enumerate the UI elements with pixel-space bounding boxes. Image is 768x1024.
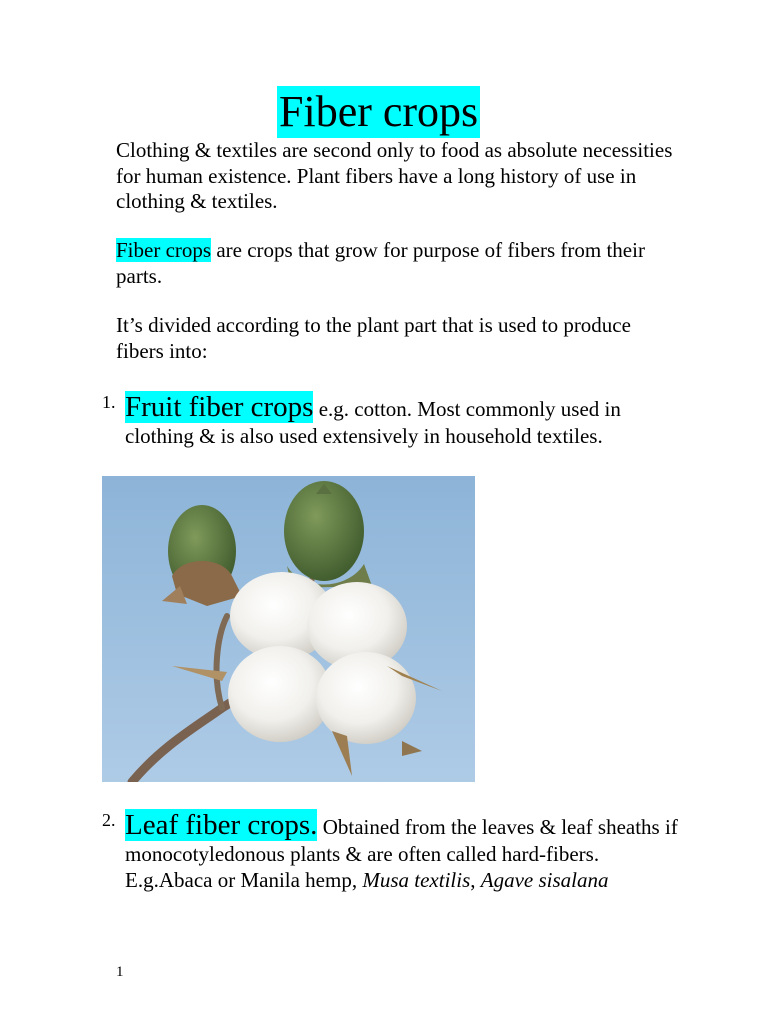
- page-title: Fiber crops: [279, 87, 479, 136]
- page-number: 1: [116, 964, 124, 980]
- list-item: [102, 390, 682, 450]
- fruit-fiber-heading: Fruit fiber crops: [125, 391, 314, 423]
- leaf-fiber-text: Obtained from the leaves & leaf sheaths if monocotyledonous plants & are often called hard-fibers. E.g.Abaca or Manila hemp,: [125, 815, 678, 892]
- species-agave-sisalana: Agave sisalana: [480, 867, 609, 892]
- fruit-fiber-text: e.g. cotton. Most commonly used in clothing & is also used extensively in household textiles.: [125, 397, 621, 448]
- species-musa-textilis: Musa textilis: [362, 867, 471, 892]
- list-item-body: [125, 390, 682, 450]
- list-item: [102, 808, 682, 893]
- definition-paragraph: [116, 238, 676, 289]
- definition-text: are crops that grow for purpose of fibers from their parts.: [116, 238, 645, 288]
- cotton-boll-photo: [102, 476, 475, 782]
- list-item-body: [125, 808, 682, 893]
- species-separator: ,: [470, 867, 481, 892]
- leaf-fiber-heading: Leaf fiber crops.: [125, 809, 318, 841]
- intro-paragraph: Clothing & textiles are second only to food as absolute necessities for human existence. Plant fibers have a long history of use in clothing & textiles.: [116, 138, 673, 213]
- division-paragraph: It’s divided according to the plant part that is used to produce fibers into:: [116, 313, 631, 363]
- fiber-crops-term: Fiber crops: [116, 238, 212, 262]
- list-number: 1.: [102, 392, 116, 412]
- list-number: 2.: [102, 810, 116, 830]
